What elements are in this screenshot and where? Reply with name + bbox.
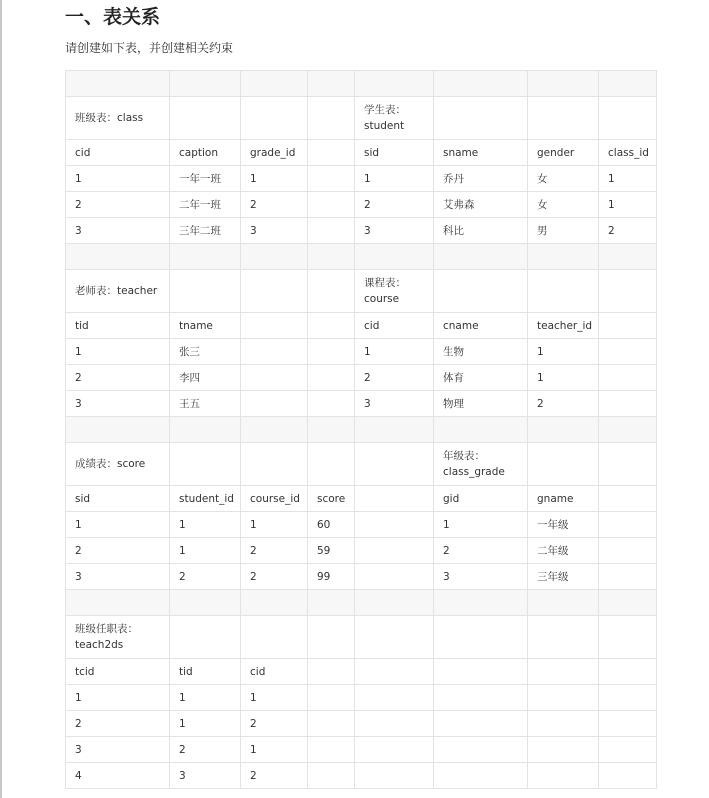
- table-title-cell: [308, 616, 355, 659]
- table-cell: [241, 391, 308, 417]
- table-title-cell: 学生表：student: [355, 97, 434, 140]
- table-cell: 1: [241, 737, 308, 763]
- table-cell: [599, 685, 657, 711]
- table-cell: 1: [170, 512, 241, 538]
- column-header-cell: cid: [66, 140, 170, 166]
- table-cell: [528, 685, 599, 711]
- table-cell: [170, 417, 241, 443]
- table-row: [66, 218, 657, 244]
- table-title-cell: [528, 616, 599, 659]
- table-cell: [170, 244, 241, 270]
- column-header-cell: tcid: [66, 659, 170, 685]
- column-header-cell: [434, 659, 528, 685]
- table-cell: [355, 711, 434, 737]
- table-cell: 99: [308, 564, 355, 590]
- table-cell: 1: [599, 192, 657, 218]
- table-cell: 1: [528, 339, 599, 365]
- table-cell: [308, 763, 355, 789]
- column-header-cell: [355, 659, 434, 685]
- table-relations-grid: [65, 70, 657, 789]
- table-row: [66, 737, 657, 763]
- table-cell: [355, 244, 434, 270]
- table-title-cell: 班级任职表：teach2ds: [66, 616, 170, 659]
- table-title-cell: [355, 443, 434, 486]
- table-cell: [355, 737, 434, 763]
- table-cell: 二年一班: [170, 192, 241, 218]
- table-cell: 物理: [434, 391, 528, 417]
- table-cell: 2: [241, 564, 308, 590]
- table-cell: 2: [66, 711, 170, 737]
- column-header-cell: sid: [66, 486, 170, 512]
- section-heading: 一、表关系: [65, 6, 161, 28]
- table-cell: 1: [66, 166, 170, 192]
- table-cell: [528, 763, 599, 789]
- table-cell: 二年级: [528, 538, 599, 564]
- table-row: [66, 391, 657, 417]
- table-cell: 3: [66, 737, 170, 763]
- column-header-cell: [599, 313, 657, 339]
- table-cell: [528, 417, 599, 443]
- table-cell: 59: [308, 538, 355, 564]
- table-cell: [434, 244, 528, 270]
- column-header-cell: [241, 313, 308, 339]
- table-cell: [434, 763, 528, 789]
- table-cell: [528, 711, 599, 737]
- column-header-cell: [599, 486, 657, 512]
- table-title-cell: [170, 616, 241, 659]
- column-header-cell: sid: [355, 140, 434, 166]
- table-cell: 2: [355, 192, 434, 218]
- column-header-cell: caption: [170, 140, 241, 166]
- table-row: [66, 538, 657, 564]
- table-cell: 一年一班: [170, 166, 241, 192]
- table-cell: 1: [355, 339, 434, 365]
- table-cell: [66, 244, 170, 270]
- table-title-cell: [599, 443, 657, 486]
- column-header-cell: grade_id: [241, 140, 308, 166]
- spacer-row: [66, 71, 657, 97]
- table-cell: 1: [355, 166, 434, 192]
- intro-text: 请创建如下表，并创建相关约束: [65, 41, 234, 55]
- table-cell: [434, 417, 528, 443]
- table-cell: [434, 71, 528, 97]
- table-cell: [434, 590, 528, 616]
- column-header-cell: tid: [66, 313, 170, 339]
- table-cell: 2: [170, 564, 241, 590]
- table-cell: [308, 166, 355, 192]
- table-title-cell: [308, 443, 355, 486]
- column-header-cell: teacher_id: [528, 313, 599, 339]
- table-cell: [241, 417, 308, 443]
- column-header-cell: [355, 486, 434, 512]
- table-cell: [355, 564, 434, 590]
- table-cell: 2: [241, 538, 308, 564]
- table-cell: 60: [308, 512, 355, 538]
- table-title-cell: 班级表：class: [66, 97, 170, 140]
- table-cell: 2: [528, 391, 599, 417]
- table-title-row: [66, 443, 657, 486]
- column-header-row: [66, 486, 657, 512]
- column-header-cell: gid: [434, 486, 528, 512]
- table-cell: 4: [66, 763, 170, 789]
- table-title-cell: [241, 616, 308, 659]
- column-header-cell: [528, 659, 599, 685]
- table-cell: [599, 417, 657, 443]
- table-cell: [308, 391, 355, 417]
- table-title-cell: [308, 270, 355, 313]
- column-header-row: [66, 659, 657, 685]
- table-row: [66, 564, 657, 590]
- table-cell: [434, 685, 528, 711]
- table-cell: [170, 590, 241, 616]
- spacer-row: [66, 244, 657, 270]
- table-cell: 2: [66, 192, 170, 218]
- table-cell: 1: [66, 339, 170, 365]
- table-cell: 女: [528, 166, 599, 192]
- table-cell: 2: [241, 711, 308, 737]
- table-cell: 3: [66, 218, 170, 244]
- table-cell: 1: [434, 512, 528, 538]
- table-title-cell: [599, 270, 657, 313]
- column-header-cell: gname: [528, 486, 599, 512]
- table-cell: 2: [241, 763, 308, 789]
- table-cell: 2: [434, 538, 528, 564]
- table-title-cell: [434, 270, 528, 313]
- table-cell: [308, 71, 355, 97]
- table-cell: 三年级: [528, 564, 599, 590]
- table-title-row: [66, 97, 657, 140]
- table-cell: 1: [241, 512, 308, 538]
- table-row: [66, 339, 657, 365]
- table-title-cell: [241, 443, 308, 486]
- table-title-row: [66, 270, 657, 313]
- column-header-cell: [308, 659, 355, 685]
- table-row: [66, 166, 657, 192]
- table-cell: [434, 737, 528, 763]
- table-cell: 3: [355, 391, 434, 417]
- column-header-cell: tid: [170, 659, 241, 685]
- table-cell: 3: [66, 391, 170, 417]
- column-header-cell: cid: [355, 313, 434, 339]
- table-title-cell: 老师表：teacher: [66, 270, 170, 313]
- table-cell: 1: [241, 685, 308, 711]
- table-cell: [241, 339, 308, 365]
- column-header-cell: gender: [528, 140, 599, 166]
- table-title-cell: [355, 616, 434, 659]
- table-cell: [528, 737, 599, 763]
- page-left-border: [0, 0, 2, 798]
- table-cell: 1: [528, 365, 599, 391]
- table-cell: [241, 590, 308, 616]
- table-title-cell: [434, 616, 528, 659]
- column-header-cell: course_id: [241, 486, 308, 512]
- spacer-row: [66, 417, 657, 443]
- table-cell: [308, 417, 355, 443]
- table-title-cell: [599, 97, 657, 140]
- table-cell: 李四: [170, 365, 241, 391]
- table-cell: 生物: [434, 339, 528, 365]
- table-title-row: [66, 616, 657, 659]
- table-cell: 3: [66, 564, 170, 590]
- table-cell: [355, 71, 434, 97]
- table-cell: 1: [170, 538, 241, 564]
- column-header-cell: cid: [241, 659, 308, 685]
- table-cell: 女: [528, 192, 599, 218]
- column-header-row: [66, 313, 657, 339]
- table-cell: 1: [170, 711, 241, 737]
- table-cell: 2: [241, 192, 308, 218]
- table-cell: [308, 218, 355, 244]
- table-cell: [528, 590, 599, 616]
- table-cell: [355, 417, 434, 443]
- table-cell: [599, 538, 657, 564]
- column-header-cell: sname: [434, 140, 528, 166]
- column-header-cell: student_id: [170, 486, 241, 512]
- column-header-cell: tname: [170, 313, 241, 339]
- column-header-cell: class_id: [599, 140, 657, 166]
- table-title-cell: [170, 443, 241, 486]
- table-title-cell: [599, 616, 657, 659]
- table-cell: [599, 512, 657, 538]
- table-cell: [599, 365, 657, 391]
- table-row: [66, 192, 657, 218]
- table-cell: 1: [66, 512, 170, 538]
- table-title-cell: [241, 270, 308, 313]
- table-cell: 1: [599, 166, 657, 192]
- table-cell: [599, 244, 657, 270]
- table-cell: 王五: [170, 391, 241, 417]
- table-cell: [355, 538, 434, 564]
- table-title-cell: 成绩表：score: [66, 443, 170, 486]
- table-title-cell: 年级表：class_grade: [434, 443, 528, 486]
- table-cell: 一年级: [528, 512, 599, 538]
- table-cell: 艾弗森: [434, 192, 528, 218]
- table-cell: [355, 512, 434, 538]
- table-cell: 3: [241, 218, 308, 244]
- table-cell: [528, 244, 599, 270]
- table-cell: [66, 71, 170, 97]
- column-header-cell: [308, 140, 355, 166]
- table-cell: [528, 71, 599, 97]
- table-cell: [599, 590, 657, 616]
- table-cell: 科比: [434, 218, 528, 244]
- table-cell: 3: [170, 763, 241, 789]
- table-cell: [599, 339, 657, 365]
- table-title-cell: [528, 443, 599, 486]
- table-row: [66, 711, 657, 737]
- table-cell: [170, 71, 241, 97]
- table-title-cell: [170, 97, 241, 140]
- table-cell: 2: [170, 737, 241, 763]
- table-cell: 2: [66, 538, 170, 564]
- table-body: [66, 71, 657, 789]
- table-cell: 张三: [170, 339, 241, 365]
- column-header-cell: score: [308, 486, 355, 512]
- table-cell: [241, 71, 308, 97]
- table-title-cell: [170, 270, 241, 313]
- table-cell: [599, 71, 657, 97]
- table-cell: [308, 339, 355, 365]
- table-cell: [308, 590, 355, 616]
- table-row: [66, 512, 657, 538]
- table-cell: [66, 590, 170, 616]
- table-row: [66, 365, 657, 391]
- table-cell: [434, 711, 528, 737]
- table-cell: [66, 417, 170, 443]
- table-title-cell: 课程表：course: [355, 270, 434, 313]
- table-cell: 3: [434, 564, 528, 590]
- table-cell: [599, 711, 657, 737]
- table-title-cell: [308, 97, 355, 140]
- table-cell: 三年二班: [170, 218, 241, 244]
- table-cell: [308, 711, 355, 737]
- table-cell: [355, 685, 434, 711]
- column-header-cell: [308, 313, 355, 339]
- spacer-row: [66, 590, 657, 616]
- table-cell: 2: [66, 365, 170, 391]
- table-cell: [308, 192, 355, 218]
- table-title-cell: [528, 270, 599, 313]
- table-cell: 1: [170, 685, 241, 711]
- table-cell: [308, 365, 355, 391]
- table-cell: 2: [355, 365, 434, 391]
- table-cell: 2: [599, 218, 657, 244]
- table-cell: 体育: [434, 365, 528, 391]
- table-cell: [599, 737, 657, 763]
- table-cell: [308, 737, 355, 763]
- table-cell: [599, 564, 657, 590]
- table-title-cell: [528, 97, 599, 140]
- table-cell: [599, 391, 657, 417]
- table-cell: 乔丹: [434, 166, 528, 192]
- table-cell: 1: [241, 166, 308, 192]
- table-cell: [355, 763, 434, 789]
- table-cell: [355, 590, 434, 616]
- table-cell: 1: [66, 685, 170, 711]
- table-title-cell: [241, 97, 308, 140]
- column-header-cell: [599, 659, 657, 685]
- table-cell: [599, 763, 657, 789]
- table-cell: 男: [528, 218, 599, 244]
- column-header-row: [66, 140, 657, 166]
- table-title-cell: [434, 97, 528, 140]
- table-cell: [308, 685, 355, 711]
- table-row: [66, 685, 657, 711]
- table-cell: 3: [355, 218, 434, 244]
- table-cell: [241, 365, 308, 391]
- column-header-cell: cname: [434, 313, 528, 339]
- table-cell: [241, 244, 308, 270]
- table-row: [66, 763, 657, 789]
- table-cell: [308, 244, 355, 270]
